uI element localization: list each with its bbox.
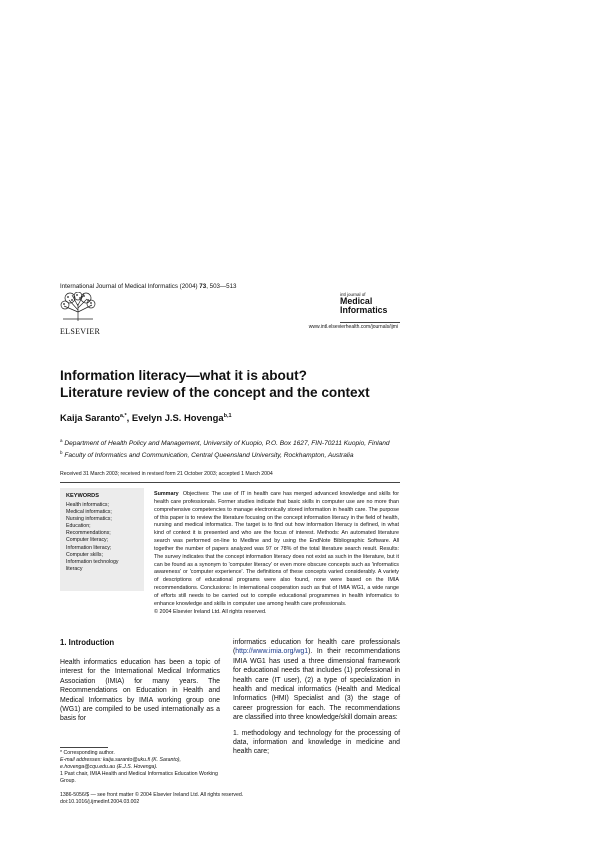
abstract-label: Summary <box>154 491 179 497</box>
footer <box>60 792 400 806</box>
author-2: Evelyn J.S. Hovenga <box>131 412 224 423</box>
journal-masthead <box>340 292 400 315</box>
received-dates: Received 31 March 2003; received in revised form 21 October 2003; accepted 1 March 2004 <box>60 471 273 477</box>
keyword-item: Recommendations; <box>66 530 111 537</box>
journal-small-label: intl journal of <box>340 292 366 297</box>
imia-wg1-link[interactable]: http://www.imia.org/wg1 <box>235 648 309 656</box>
keyword-item: Medical informatics; <box>66 509 112 516</box>
intro-right-column <box>233 638 400 757</box>
keyword-item: Health informatics; <box>66 502 109 508</box>
abstract <box>154 491 399 617</box>
keywords-heading: KEYWORDS <box>66 493 99 499</box>
elsevier-tree-icon <box>60 292 96 322</box>
issn-line: 1386-5056/$ — see front matter © 2004 Elsevier Ireland Ltd. All rights reserved. <box>60 792 244 798</box>
keyword-item: Information technology <box>66 558 119 565</box>
list-item: 1. methodology and technology for the processing of data, information and knowledge in medicine and health care; <box>233 729 400 756</box>
footnote-corresponding: * Corresponding author. <box>60 750 115 756</box>
journal-name-line1: Medical <box>340 296 373 306</box>
abstract-copyright: © 2004 Elsevier Ireland Ltd. All rights reserved. <box>154 608 267 615</box>
footnote-1: 1 Past chair, IMIA Health and Medical Informatics Education Working Group. <box>60 771 218 784</box>
affiliation-b: $^b$ Faculty of Informatics and Communication, Central Queensland University, Rockhampton, Australia <box>60 449 354 459</box>
author-1: Kaija Saranto <box>60 412 120 423</box>
keyword-item: Computer literacy; <box>66 537 109 544</box>
affiliations <box>60 437 400 460</box>
keyword-item: Information literacy; <box>66 544 112 551</box>
journal-reference: International Journal of Medical Informatics (2004) 73, 503—513 <box>60 283 237 290</box>
keyword-item: literacy <box>66 565 83 572</box>
keywords-list <box>66 502 138 573</box>
doi-line: doi:10.1016/j.ijmedinf.2004.03.002 <box>60 799 140 805</box>
title-line-2: Literature review of the concept and the context <box>60 385 370 400</box>
journal-name-line2: Informatics <box>340 305 388 315</box>
title-line-1: Information literacy—what it is about? <box>60 368 307 383</box>
intro-paragraph: Health informatics education has been a topic of interest for the International Medical Informatics Association (IMIA) for many years. The Recommendations on Education in Health and Medical Informatics by IMIA working group one (WG1) are compiled to be used internationally as a basis for <box>60 659 220 723</box>
keyword-item: Computer skills; <box>66 551 103 558</box>
authors: Kaija Saranto$^{a,*}$, Evelyn J.S. Hovenga$^{b,1}$ <box>60 412 232 423</box>
affiliation-a: $^a$ Department of Health Policy and Management, University of Kuopio, P.O. Box 1627, FIN-70211 Kuopio, Finland <box>60 438 390 448</box>
keyword-item: Education; <box>66 523 91 530</box>
journal-url[interactable]: www.intl.elsevierhealth.com/journals/ijmi <box>308 324 398 330</box>
article-title <box>60 367 480 401</box>
intro-left-column <box>60 638 220 724</box>
abstract-text: Objectives: The use of IT in health care has merged advanced knowledge and skills for health care professionals. Former studies indicate that basic skills in computer use are no more than comprehensive competencies to manage electronically stored information in health care. The purpose of this paper is to review the literature focusing on the concept information literacy in the field of health, nursing and medical informatics. The target is to find out how information literacy is defined, in what kind of context it is presented and who are the focus of interest. Methods: An automated literature search was performed on-line to Medline and by using the EndNote Bibliographic Software. All together the number of papers analyzed was 97 or 78% of the total literature search result. Results: The survey indicates that the concept information literacy does not exist as such in the literature, but it can be found as a synonym to 'computer literacy' or even more obscure concepts such as 'informatics awareness' or 'computer experience'. The definitions of these concepts varied considerably. A variety of descriptions of educational programs were also found, none were based on the IMIA recommendations. Conclusions: In international cooperation such as that of IMIA WG1, a wide range of efforts still needs to be carried out to compile educational programmes in health informatics to enhance knowledge and skills in computer use among health care professionals. <box>154 491 399 607</box>
section-heading: 1. Introduction <box>60 638 115 647</box>
footnote-email: E-mail addresses: kaija.saranto@uku.fi (K. Saranto), e.hovenga@cqu.edu.au (E.J.S. Hovenga). <box>60 757 181 770</box>
elsevier-logo <box>60 292 100 336</box>
footnotes <box>60 750 220 785</box>
publisher-name: ELSEVIER <box>60 327 101 336</box>
keyword-item: Nursing informatics; <box>66 516 112 523</box>
intro-paragraph-continued: informatics education for health care professionals (http://www.imia.org/wg1). In their recommendations IMIA WG1 has used a three dimensional framework for educational needs that includes (1) professional in health care (IT user), (2) a type of specialization in health and medical informatics (Health and Medical Informatics (HMI) Specialist and (3) the stage of career progression for each. The recommendations are classified into three knowledge/skill domain areas: <box>233 639 400 722</box>
keywords-box <box>60 488 144 591</box>
